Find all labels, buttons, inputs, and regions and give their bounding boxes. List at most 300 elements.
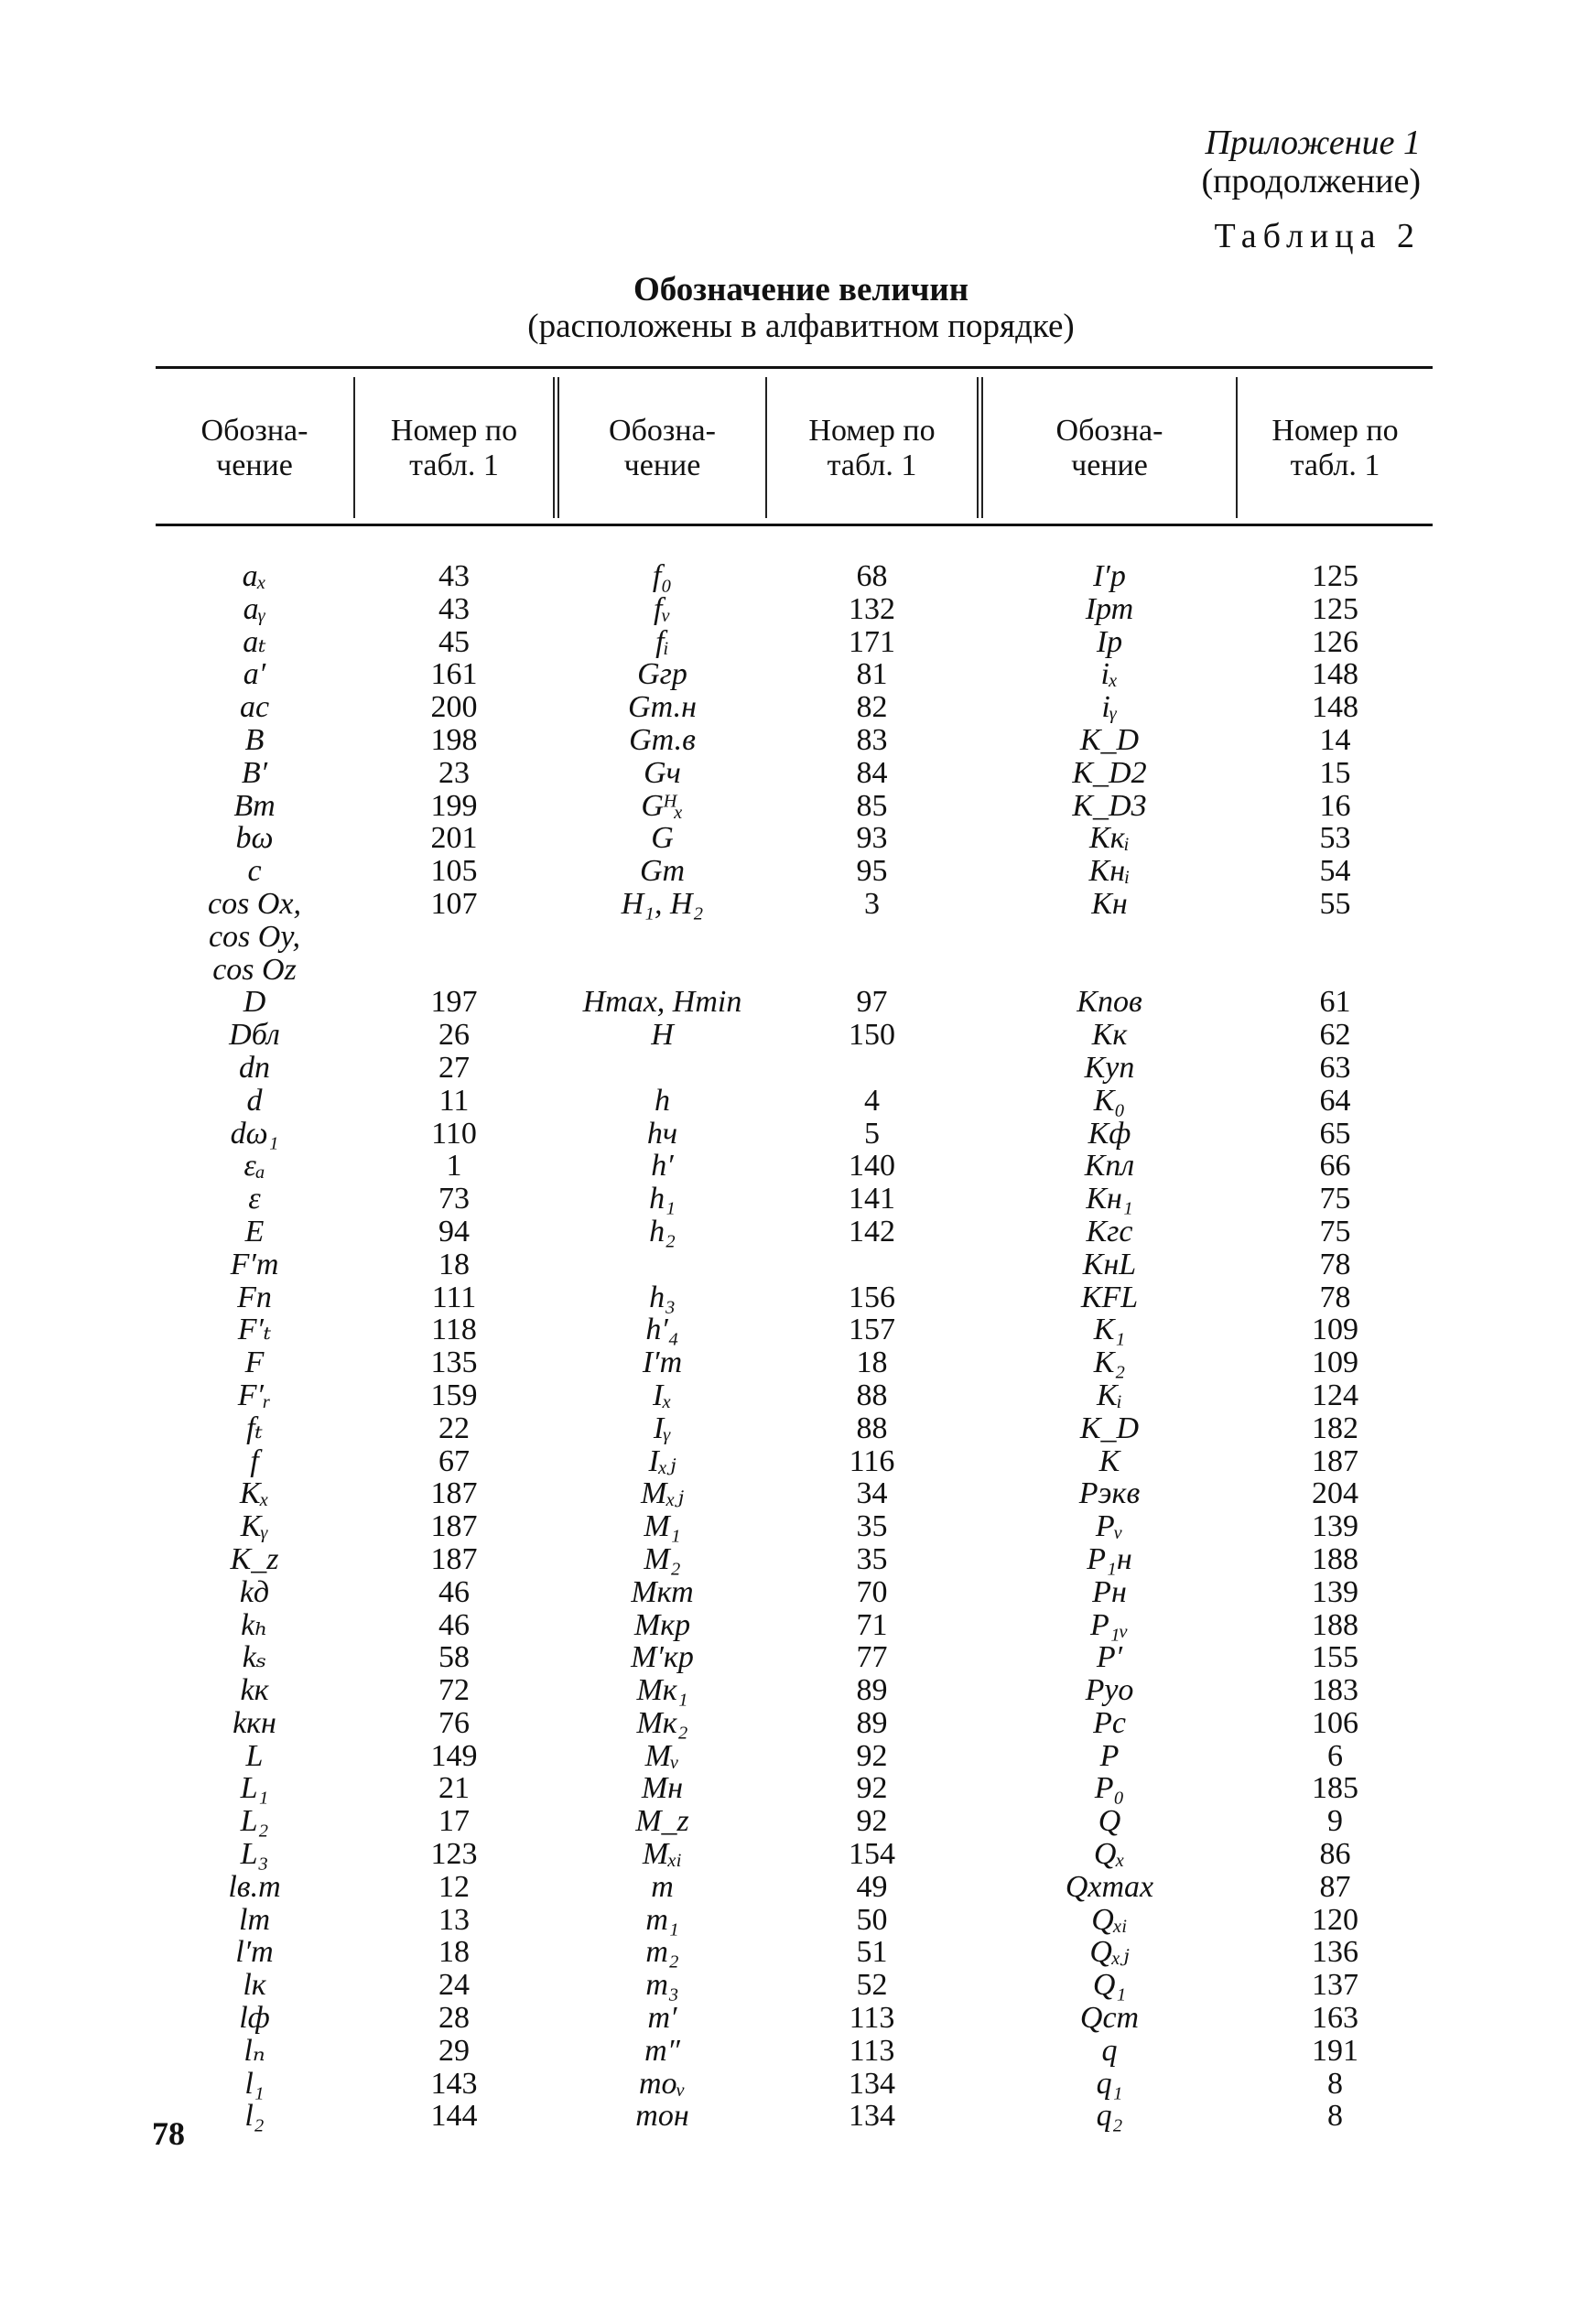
symbol-column-2: [559, 560, 765, 2133]
table-cell-number: 18: [856, 1346, 888, 1380]
table-cell-symbol: Iₓⱼ: [648, 1443, 676, 1478]
table-cell-symbol: Mкт: [631, 1574, 694, 1609]
table-cell-number: 67: [438, 1443, 470, 1478]
number-column-3: [1238, 560, 1433, 2133]
table-cell-number: 161: [430, 657, 478, 692]
table-cell-number: 126: [1312, 624, 1358, 659]
table-cell-symbol: f: [250, 1443, 259, 1478]
table-cell-number: 150: [849, 1018, 895, 1053]
table-cell-symbol: M_z: [635, 1804, 689, 1839]
table-cell-symbol: h′₄: [645, 1313, 679, 1347]
table-cell-symbol: Pн: [1092, 1574, 1127, 1609]
table-cell-symbol: K_D: [1079, 722, 1140, 757]
table-cell-symbol: h: [655, 1083, 670, 1118]
table-cell-symbol: mон: [635, 2099, 689, 2134]
table-cell-symbol: M₂: [644, 1541, 681, 1576]
symbol-column-1: [156, 560, 353, 2133]
table-cell-number: 120: [1312, 1902, 1358, 1937]
table-cell-number: [355, 954, 553, 987]
table-cell-symbol: Gᴴₓ: [641, 788, 684, 823]
table-cell-number: 73: [438, 1182, 470, 1216]
table-cell-symbol: [983, 921, 1236, 954]
table-cell-symbol: lт: [239, 1902, 270, 1937]
table-cell-number: 92: [856, 1738, 888, 1773]
table-cell-symbol: [559, 1248, 765, 1281]
table-cell-symbol: ε: [248, 1182, 261, 1216]
table-cell-number: 75: [1319, 1214, 1351, 1248]
table-cell-symbol: I′т: [642, 1346, 683, 1380]
table-cell-number: 12: [438, 1869, 470, 1904]
table-cell-symbol: lк: [243, 1968, 266, 2003]
table-cell-symbol: K_D: [1079, 1411, 1140, 1445]
table-cell-number: 5: [864, 1116, 880, 1151]
table-title: Обозначение величин: [633, 271, 969, 308]
table-cell-number: 84: [856, 755, 888, 790]
table-cell-symbol: lф: [239, 2001, 270, 2036]
table-cell-number: 171: [849, 624, 895, 659]
table-cell-symbol: Iрт: [1085, 591, 1134, 626]
table-cell-number: 88: [856, 1378, 888, 1412]
table-cell-number: 62: [1319, 1018, 1351, 1053]
table-cell-number: 109: [1312, 1346, 1358, 1380]
table-cell-symbol: Kн: [1091, 886, 1128, 921]
table-cell-symbol: h₂: [649, 1214, 676, 1248]
table-cell-number: 78: [1319, 1247, 1351, 1281]
table-cell-symbol: Bт: [233, 788, 276, 823]
table-cell-number: 113: [849, 2001, 895, 2036]
table-cell-number: 124: [1312, 1378, 1358, 1412]
table-cell-number: [767, 1052, 977, 1085]
number-column-2: [767, 560, 977, 2133]
table-cell-number: 200: [430, 690, 478, 725]
table-cell-number: [767, 1248, 977, 1281]
table-cell-number: 139: [1312, 1574, 1358, 1609]
table-cell-number: 123: [430, 1837, 478, 1872]
table-cell-number: 82: [856, 690, 888, 725]
table-cell-symbol: Pуо: [1085, 1673, 1134, 1708]
table-cell-symbol: [559, 1052, 765, 1085]
table-cell-symbol: Hmax, Hmin: [582, 985, 742, 1020]
table-cell-symbol: H₁, H₂: [621, 886, 704, 921]
table-cell-symbol: G: [651, 821, 674, 856]
table-cell-number: 77: [856, 1640, 888, 1675]
table-cell-symbol: K_z: [230, 1541, 279, 1576]
table-cell-symbol: Mₓᵢ: [642, 1837, 683, 1872]
table-cell-number: 81: [856, 657, 888, 692]
table-cell-number: 95: [856, 854, 888, 889]
table-cell-number: 109: [1312, 1313, 1358, 1347]
table-cell-symbol: P′: [1096, 1640, 1123, 1675]
table-cell-symbol: Gт: [639, 854, 686, 889]
table-cell-symbol: m₃: [645, 1968, 679, 2003]
table-cell-number: 125: [1312, 591, 1358, 626]
table-cell-symbol: I′р: [1093, 559, 1126, 593]
table-cell-symbol: l₁: [244, 2066, 265, 2101]
table-cell-symbol: Mк₂: [636, 1705, 688, 1740]
table-cell-symbol: lв.т: [228, 1869, 281, 1904]
table-cell-symbol: cos Oy,: [208, 919, 301, 954]
table-cell-number: 6: [1327, 1738, 1343, 1773]
table-cell-number: 159: [430, 1378, 478, 1412]
table-cell-number: 97: [856, 985, 888, 1020]
table-cell-number: 26: [438, 1018, 470, 1053]
table-cell-symbol: cos Oz: [212, 952, 297, 987]
table-cell-symbol: Kᵢ: [1096, 1378, 1123, 1412]
header-symbol-1: Обозна- чение: [200, 414, 308, 482]
column-group-divider: [553, 377, 559, 518]
table-cell-symbol: Kнᵢ: [1088, 854, 1131, 889]
table-cell-symbol: K_D2: [1072, 755, 1147, 790]
header-number-1: Номер по табл. 1: [390, 414, 518, 482]
table-cell-number: 76: [438, 1705, 470, 1740]
table-cell-number: [1238, 954, 1433, 987]
table-cell-number: 18: [438, 1935, 470, 1970]
table-cell-number: 188: [1312, 1607, 1358, 1642]
table-cell-symbol: KFL: [1080, 1280, 1139, 1314]
table-cell-number: 34: [856, 1476, 888, 1511]
table-cell-symbol: kₕ: [241, 1607, 268, 1642]
table-cell-number: 118: [431, 1313, 477, 1347]
table-cell-number: 1: [446, 1149, 462, 1184]
table-cell-symbol: Kф: [1087, 1116, 1131, 1151]
table-cell-number: 18: [438, 1247, 470, 1281]
table-cell-symbol: m: [651, 1869, 674, 1904]
table-cell-number: 199: [430, 788, 478, 823]
table-cell-symbol: Pэкв: [1078, 1476, 1141, 1511]
table-cell-number: [1238, 921, 1433, 954]
table-cell-number: 88: [856, 1411, 888, 1445]
table-cell-number: 46: [438, 1607, 470, 1642]
table-cell-symbol: P₀: [1094, 1771, 1125, 1806]
table-cell-symbol: kкн: [233, 1705, 276, 1740]
table-cell-number: 50: [856, 1902, 888, 1937]
table-cell-symbol: K₁: [1093, 1313, 1126, 1347]
table-cell-number: 46: [438, 1574, 470, 1609]
table-cell-number: 139: [1312, 1509, 1358, 1544]
table-cell-symbol: bω: [235, 821, 274, 856]
table-cell-symbol: Mн: [641, 1771, 684, 1806]
table-cell-symbol: M₁: [644, 1509, 681, 1544]
table-cell-number: 110: [431, 1116, 477, 1151]
header-number-3: Номер по табл. 1: [1271, 414, 1399, 482]
table-cell-number: 154: [849, 1837, 895, 1872]
table-cell-number: [767, 954, 977, 987]
table-cell-number: 144: [430, 2099, 478, 2134]
table-cell-number: 137: [1312, 1968, 1358, 2003]
table-cell-symbol: dп: [239, 1050, 270, 1085]
table-cell-number: 8: [1327, 2099, 1343, 2134]
table-cell-number: 125: [1312, 559, 1358, 593]
table-cell-symbol: P₁н: [1087, 1541, 1132, 1576]
table-cell-symbol: [983, 954, 1236, 987]
table-cell-symbol: F′ₜ: [237, 1313, 272, 1347]
table-cell-symbol: kₛ: [242, 1640, 267, 1675]
table-cell-symbol: Mк₁: [636, 1673, 688, 1708]
table-cell-symbol: [559, 921, 765, 954]
table-cell-number: 8: [1327, 2066, 1343, 2101]
table-cell-number: 201: [430, 821, 478, 856]
table-cell-number: 11: [438, 1083, 470, 1118]
table-cell-number: 141: [849, 1182, 895, 1216]
table-cell-symbol: Kпл: [1084, 1149, 1135, 1184]
table-cell-symbol: Qₓᵢ: [1091, 1902, 1128, 1937]
table-cell-number: 107: [430, 886, 478, 921]
table-cell-symbol: Qₓⱼ: [1089, 1935, 1130, 1970]
table-cell-symbol: K₂: [1093, 1346, 1126, 1380]
table-cell-number: 187: [430, 1509, 478, 1544]
table-cell-number: [355, 921, 553, 954]
header-number-2: Номер по табл. 1: [808, 414, 936, 482]
table-cell-number: 13: [438, 1902, 470, 1937]
table-cell-symbol: h′: [651, 1149, 674, 1184]
table-cell-number: [767, 921, 977, 954]
table-cell-number: 94: [438, 1214, 470, 1248]
table-cell-number: 148: [1312, 690, 1358, 725]
table-cell-symbol: Mᵥ: [644, 1738, 680, 1773]
table-cell-number: 85: [856, 788, 888, 823]
table-cell-symbol: F: [244, 1346, 265, 1380]
table-cell-symbol: Gт.н: [628, 690, 697, 725]
table-cell-symbol: q₁: [1096, 2066, 1123, 2101]
table-cell-number: 64: [1319, 1083, 1351, 1118]
table-cell-symbol: F′т: [230, 1247, 279, 1281]
table-subtitle: (расположены в алфавитном порядке): [527, 308, 1075, 345]
table-cell-symbol: E: [244, 1214, 265, 1248]
header-symbol-2: Обозна- чение: [609, 414, 716, 482]
table-cell-symbol: L₃: [240, 1837, 269, 1872]
table-cell-symbol: P: [1099, 1738, 1120, 1773]
table-cell-number: 136: [1312, 1935, 1358, 1970]
table-cell-number: 198: [430, 722, 478, 757]
top-rule: [156, 366, 1433, 369]
table-cell-symbol: aᵧ: [243, 591, 266, 626]
table-cell-number: 191: [1312, 2033, 1358, 2068]
number-column-1: [355, 560, 553, 2133]
table-cell-symbol: Mкр: [633, 1607, 691, 1642]
table-cell-number: 23: [438, 755, 470, 790]
table-cell-number: 43: [438, 591, 470, 626]
table-cell-number: 111: [431, 1280, 477, 1314]
table-cell-symbol: M′кр: [631, 1640, 694, 1675]
table-cell-number: 35: [856, 1541, 888, 1576]
table-cell-number: 143: [430, 2066, 478, 2101]
appendix-label: Приложение 1: [1205, 124, 1421, 162]
table-cell-symbol: kк: [240, 1673, 269, 1708]
table-cell-number: 92: [856, 1804, 888, 1839]
table-cell-symbol: KнL: [1082, 1247, 1137, 1281]
table-cell-symbol: Pᵥ: [1095, 1509, 1124, 1544]
table-cell-symbol: h₃: [649, 1280, 676, 1314]
table-cell-symbol: L₁: [240, 1771, 269, 1806]
table-cell-symbol: Qxmax: [1065, 1869, 1154, 1904]
table-cell-number: 63: [1319, 1050, 1351, 1085]
table-cell-symbol: aₓ: [242, 559, 267, 593]
table-cell-number: 93: [856, 821, 888, 856]
table-cell-number: 187: [430, 1541, 478, 1576]
table-cell-symbol: Qст: [1079, 2001, 1140, 2036]
table-label: Таблица 2: [1214, 217, 1421, 255]
table-cell-number: 72: [438, 1673, 470, 1708]
table-cell-symbol: kд: [239, 1574, 270, 1609]
table-cell-number: 66: [1319, 1149, 1351, 1184]
table-cell-symbol: K_D3: [1072, 788, 1147, 823]
table-cell-symbol: Kₓ: [239, 1476, 270, 1511]
table-cell-symbol: B′: [241, 755, 268, 790]
table-cell-symbol: Kн₁: [1086, 1182, 1133, 1216]
table-cell-symbol: m″: [644, 2033, 680, 2068]
symbol-column-3: [983, 560, 1236, 2133]
table-cell-symbol: Iр: [1096, 624, 1123, 659]
table-cell-number: 9: [1327, 1804, 1343, 1839]
table-cell-symbol: K: [1098, 1443, 1120, 1478]
table-cell-symbol: εₐ: [243, 1149, 265, 1184]
table-cell-symbol: H: [651, 1018, 674, 1053]
table-cell-number: 140: [849, 1149, 895, 1184]
table-cell-number: 86: [1319, 1837, 1351, 1872]
table-cell-number: 156: [849, 1280, 895, 1314]
table-cell-number: 61: [1319, 985, 1351, 1020]
table-cell-number: 187: [430, 1476, 478, 1511]
table-cell-number: 157: [849, 1313, 895, 1347]
table-cell-symbol: L: [245, 1738, 264, 1773]
table-cell-symbol: hч: [646, 1116, 678, 1151]
table-cell-symbol: m₂: [645, 1935, 679, 1970]
table-cell-number: 185: [1312, 1771, 1358, 1806]
table-cell-symbol: f₀: [652, 559, 673, 593]
table-cell-symbol: K₀: [1093, 1083, 1126, 1118]
table-cell-symbol: Kуп: [1084, 1050, 1135, 1085]
table-cell-symbol: aₜ: [243, 624, 266, 659]
table-cell-number: 83: [856, 722, 888, 757]
table-cell-symbol: cos Ox,: [208, 886, 301, 921]
table-cell-number: 183: [1312, 1673, 1358, 1708]
table-cell-number: 187: [1312, 1443, 1358, 1478]
table-cell-symbol: d: [246, 1083, 263, 1118]
table-cell-number: 68: [856, 559, 888, 593]
table-cell-number: 135: [430, 1346, 478, 1380]
table-cell-symbol: h₁: [649, 1182, 676, 1216]
table-cell-number: 92: [856, 1771, 888, 1806]
table-cell-number: 142: [849, 1214, 895, 1248]
table-cell-number: 89: [856, 1705, 888, 1740]
table-cell-symbol: Iᵧ: [653, 1411, 672, 1445]
table-cell-symbol: F′ᵣ: [237, 1378, 272, 1412]
table-cell-symbol: Gч: [644, 755, 681, 790]
table-cell-number: 113: [849, 2033, 895, 2068]
table-cell-number: 106: [1312, 1705, 1358, 1740]
table-cell-number: 75: [1319, 1182, 1351, 1216]
table-cell-symbol: [559, 954, 765, 987]
table-cell-number: 16: [1319, 788, 1351, 823]
table-cell-number: 17: [438, 1804, 470, 1839]
table-cell-number: 134: [849, 2099, 895, 2134]
table-cell-symbol: Kкᵢ: [1089, 821, 1130, 856]
table-cell-symbol: iₓ: [1100, 657, 1119, 692]
table-cell-number: 116: [849, 1443, 895, 1478]
table-cell-symbol: m′: [647, 2001, 677, 2036]
table-cell-number: 27: [438, 1050, 470, 1085]
table-cell-symbol: Qₓ: [1093, 1837, 1126, 1872]
table-cell-symbol: m₁: [645, 1902, 679, 1937]
table-cell-number: 134: [849, 2066, 895, 2101]
table-cell-number: 89: [856, 1673, 888, 1708]
table-cell-symbol: Pс: [1093, 1705, 1126, 1740]
table-cell-symbol: c: [247, 854, 262, 889]
table-cell-number: 22: [438, 1411, 470, 1445]
table-cell-number: 148: [1312, 657, 1358, 692]
table-cell-symbol: iᵧ: [1101, 690, 1118, 725]
table-cell-number: 24: [438, 1968, 470, 2003]
table-cell-symbol: Kк: [1091, 1018, 1128, 1053]
table-cell-number: 163: [1312, 2001, 1358, 2036]
table-cell-number: 182: [1312, 1411, 1358, 1445]
table-cell-symbol: Kгс: [1086, 1214, 1133, 1248]
table-cell-number: 54: [1319, 854, 1351, 889]
page-number: 78: [152, 2115, 185, 2152]
table-cell-symbol: fₜ: [246, 1411, 263, 1445]
table-cell-symbol: L₂: [240, 1804, 269, 1839]
table-cell-number: 3: [864, 886, 880, 921]
header-rule: [156, 524, 1433, 526]
table-cell-number: 188: [1312, 1541, 1358, 1576]
table-cell-number: 55: [1319, 886, 1351, 921]
table-cell-symbol: Q: [1098, 1804, 1121, 1839]
table-cell-symbol: mоᵥ: [638, 2066, 687, 2101]
table-cell-number: 78: [1319, 1280, 1351, 1314]
table-cell-symbol: dω₁: [230, 1116, 279, 1151]
table-cell-number: 149: [430, 1738, 478, 1773]
table-cell-symbol: Fп: [237, 1280, 272, 1314]
table-cell-number: 65: [1319, 1116, 1351, 1151]
table-cell-number: 14: [1319, 722, 1351, 757]
table-cell-number: 51: [856, 1935, 888, 1970]
table-cell-number: 87: [1319, 1869, 1351, 1904]
table-cell-symbol: lₙ: [243, 2033, 265, 2068]
table-cell-number: 28: [438, 2001, 470, 2036]
table-cell-symbol: P₁ᵥ: [1089, 1607, 1130, 1642]
table-cell-number: 4: [864, 1083, 880, 1118]
table-cell-symbol: Kᵧ: [240, 1509, 269, 1544]
table-cell-number: 45: [438, 624, 470, 659]
table-cell-number: 29: [438, 2033, 470, 2068]
table-cell-symbol: l₂: [244, 2099, 265, 2134]
table-cell-symbol: Kпов: [1077, 985, 1142, 1020]
column-group-divider: [977, 377, 983, 518]
table-cell-symbol: fᵥ: [654, 591, 671, 626]
table-cell-number: 49: [856, 1869, 888, 1904]
table-cell-number: 15: [1319, 755, 1351, 790]
table-cell-number: 21: [438, 1771, 470, 1806]
table-cell-number: 43: [438, 559, 470, 593]
table-cell-symbol: Mₓⱼ: [641, 1476, 684, 1511]
table-cell-symbol: aс: [239, 690, 270, 725]
table-cell-number: 155: [1312, 1640, 1358, 1675]
table-cell-number: 70: [856, 1574, 888, 1609]
table-cell-number: 197: [430, 985, 478, 1020]
table-cell-number: 58: [438, 1640, 470, 1675]
table-cell-symbol: Dбл: [229, 1018, 280, 1053]
table-cell-symbol: l′т: [235, 1935, 274, 1970]
table-cell-number: 105: [430, 854, 478, 889]
header-symbol-3: Обозна- чение: [1055, 414, 1163, 482]
table-cell-symbol: fᵢ: [655, 624, 669, 659]
table-cell-number: 52: [856, 1968, 888, 2003]
table-cell-number: 35: [856, 1509, 888, 1544]
table-cell-symbol: D: [243, 985, 266, 1020]
table-cell-symbol: q₂: [1096, 2099, 1123, 2134]
table-cell-symbol: q: [1101, 2033, 1118, 2068]
table-cell-number: 132: [849, 591, 895, 626]
